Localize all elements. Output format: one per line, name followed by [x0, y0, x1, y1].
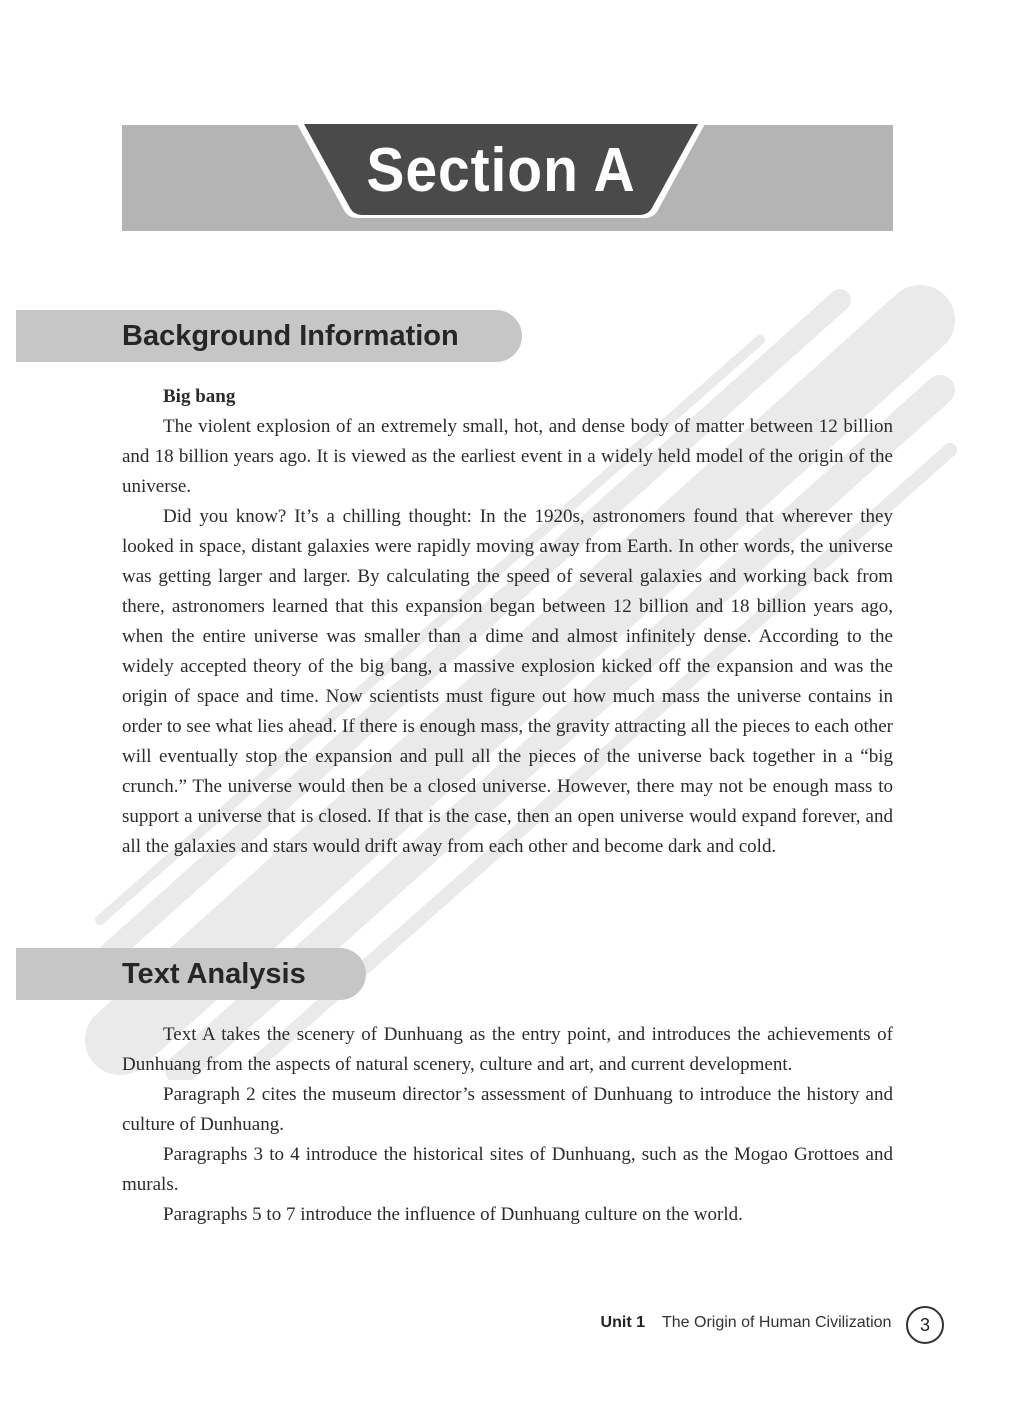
background-paragraph: The violent explosion of an extremely small, hot, and dense body of matter between 12 billion and 18 billion years ago. It is viewed as the earliest event in a widely held model of the origin of the universe.	[122, 416, 893, 497]
page-number: 3	[906, 1306, 944, 1344]
text-analysis-paragraph: Paragraphs 5 to 7 introduce the influence of Dunhuang culture on the world.	[163, 1204, 743, 1225]
text-analysis-body	[122, 1020, 893, 1230]
background-heading-tab	[16, 310, 522, 362]
text-analysis-heading-tab	[16, 948, 366, 1000]
background-body	[122, 382, 893, 862]
text-analysis-paragraph: Paragraph 2 cites the museum director’s assessment of Dunhuang to introduce the history and culture of Dunhuang.	[122, 1084, 893, 1135]
background-heading: Background Information	[122, 319, 459, 352]
text-analysis-heading: Text Analysis	[122, 957, 306, 990]
footer-title: The Origin of Human Civilization	[662, 1314, 892, 1331]
footer-unit: Unit 1	[600, 1314, 645, 1331]
text-analysis-paragraph: Paragraphs 3 to 4 introduce the historical sites of Dunhuang, such as the Mogao Grottoes and murals.	[122, 1144, 893, 1195]
text-analysis-paragraph: Text A takes the scenery of Dunhuang as the entry point, and introduces the achievements of Dunhuang from the aspects of natural scenery, culture and art, and current development.	[122, 1024, 893, 1075]
section-title: Section A	[366, 135, 636, 205]
background-paragraph: Did you know? It’s a chilling thought: In the 1920s, astronomers found that wherever they looked in space, distant galaxies were rapidly moving away from Earth. In other words, the universe was getting larger and larger. By calculating the speed of several galaxies and working back from there, astronomers learned that this expansion began between 12 billion and 18 billion years ago, when the entire universe was smaller than a dime and almost infinitely dense. According to the widely accepted theory of the big bang, a massive explosion kicked off the expansion and was the origin of space and time. Now scientists must figure out how much mass the universe contains in order to see what lies ahead. If there is enough mass, the gravity attracting all the pieces to each other will eventually stop the expansion and pull all the pieces of the universe back together in a “big crunch.” The universe would then be a closed universe. However, there may not be enough mass to support a universe that is closed. If that is the case, then an open universe would expand forever, and all the galaxies and stars would drift away from each other and become dark and cold.	[122, 506, 893, 857]
background-subheading: Big bang	[163, 386, 236, 407]
page-footer	[0, 1306, 1015, 1346]
